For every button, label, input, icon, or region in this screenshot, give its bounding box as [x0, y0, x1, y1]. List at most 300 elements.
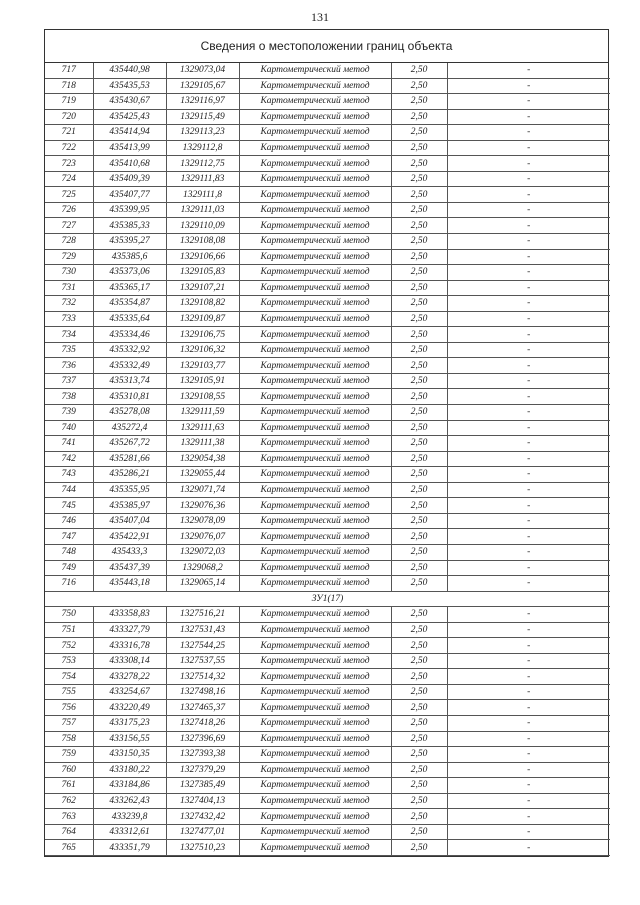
- x-coordinate-cell: 433278,22: [93, 669, 166, 685]
- accuracy-cell: 2,50: [391, 451, 447, 467]
- accuracy-cell: 2,50: [391, 156, 447, 172]
- table-row: [45, 296, 610, 312]
- table-row: [45, 747, 610, 763]
- method-cell: Картометрический метод: [239, 296, 391, 312]
- accuracy-cell: 2,50: [391, 700, 447, 716]
- y-coordinate-cell: 1327477,01: [166, 824, 239, 840]
- y-coordinate-cell: 1329071,74: [166, 482, 239, 498]
- point-number-cell: 745: [45, 498, 93, 514]
- table-row: [45, 762, 610, 778]
- x-coordinate-cell: 435373,06: [93, 265, 166, 281]
- description-cell: -: [447, 747, 610, 763]
- y-coordinate-cell: 1327379,29: [166, 762, 239, 778]
- x-coordinate-cell: 435413,99: [93, 140, 166, 156]
- description-cell: -: [447, 809, 610, 825]
- accuracy-cell: 2,50: [391, 762, 447, 778]
- method-cell: Картометрический метод: [239, 187, 391, 203]
- x-coordinate-cell: 433156,55: [93, 731, 166, 747]
- description-cell: -: [447, 171, 610, 187]
- y-coordinate-cell: 1329078,09: [166, 513, 239, 529]
- y-coordinate-cell: 1329111,83: [166, 171, 239, 187]
- x-coordinate-cell: 435435,53: [93, 78, 166, 94]
- accuracy-cell: 2,50: [391, 731, 447, 747]
- x-coordinate-cell: 435286,21: [93, 467, 166, 483]
- description-cell: -: [447, 156, 610, 172]
- y-coordinate-cell: 1329116,97: [166, 94, 239, 110]
- x-coordinate-cell: 435422,91: [93, 529, 166, 545]
- accuracy-cell: 2,50: [391, 63, 447, 78]
- y-coordinate-cell: 1327531,43: [166, 622, 239, 638]
- x-coordinate-cell: 435385,33: [93, 218, 166, 234]
- point-number-cell: 755: [45, 684, 93, 700]
- accuracy-cell: 2,50: [391, 389, 447, 405]
- method-cell: Картометрический метод: [239, 607, 391, 623]
- x-coordinate-cell: 435399,95: [93, 202, 166, 218]
- point-number-cell: 744: [45, 482, 93, 498]
- table-row: [45, 451, 610, 467]
- accuracy-cell: 2,50: [391, 544, 447, 560]
- description-cell: -: [447, 265, 610, 281]
- accuracy-cell: 2,50: [391, 529, 447, 545]
- x-coordinate-cell: 435272,4: [93, 420, 166, 436]
- accuracy-cell: 2,50: [391, 171, 447, 187]
- method-cell: Картометрический метод: [239, 840, 391, 856]
- method-cell: Картометрический метод: [239, 218, 391, 234]
- y-coordinate-cell: 1329108,82: [166, 296, 239, 312]
- x-coordinate-cell: 435414,94: [93, 125, 166, 141]
- accuracy-cell: 2,50: [391, 809, 447, 825]
- point-number-cell: 732: [45, 296, 93, 312]
- coordinates-document: [44, 29, 609, 857]
- accuracy-cell: 2,50: [391, 78, 447, 94]
- x-coordinate-cell: 435443,18: [93, 576, 166, 592]
- point-number-cell: 760: [45, 762, 93, 778]
- accuracy-cell: 2,50: [391, 778, 447, 794]
- description-cell: -: [447, 218, 610, 234]
- method-cell: Картометрический метод: [239, 482, 391, 498]
- point-number-cell: 730: [45, 265, 93, 281]
- accuracy-cell: 2,50: [391, 405, 447, 421]
- accuracy-cell: 2,50: [391, 265, 447, 281]
- point-number-cell: 723: [45, 156, 93, 172]
- description-cell: -: [447, 187, 610, 203]
- method-cell: Картометрический метод: [239, 451, 391, 467]
- x-coordinate-cell: 435354,87: [93, 296, 166, 312]
- x-coordinate-cell: 435395,27: [93, 234, 166, 250]
- accuracy-cell: 2,50: [391, 373, 447, 389]
- x-coordinate-cell: 433262,43: [93, 793, 166, 809]
- point-number-cell: 718: [45, 78, 93, 94]
- x-coordinate-cell: 435437,39: [93, 560, 166, 576]
- description-cell: -: [447, 405, 610, 421]
- x-coordinate-cell: 433308,14: [93, 653, 166, 669]
- table-row: [45, 778, 610, 794]
- description-cell: -: [447, 420, 610, 436]
- table-row: [45, 389, 610, 405]
- accuracy-cell: 2,50: [391, 358, 447, 374]
- x-coordinate-cell: 433180,22: [93, 762, 166, 778]
- method-cell: Картометрический метод: [239, 436, 391, 452]
- table-row: [45, 373, 610, 389]
- point-number-cell: 741: [45, 436, 93, 452]
- y-coordinate-cell: 1329106,32: [166, 342, 239, 358]
- x-coordinate-cell: 435410,68: [93, 156, 166, 172]
- table-row: [45, 405, 610, 421]
- page-number: 131: [311, 10, 329, 24]
- x-coordinate-cell: 435440,98: [93, 63, 166, 78]
- table-row: [45, 436, 610, 452]
- y-coordinate-cell: 1329107,21: [166, 280, 239, 296]
- method-cell: Картометрический метод: [239, 467, 391, 483]
- method-cell: Картометрический метод: [239, 560, 391, 576]
- y-coordinate-cell: 1329072,03: [166, 544, 239, 560]
- y-coordinate-cell: 1327516,21: [166, 607, 239, 623]
- point-number-cell: 733: [45, 311, 93, 327]
- accuracy-cell: 2,50: [391, 747, 447, 763]
- description-cell: -: [447, 125, 610, 141]
- description-cell: -: [447, 607, 610, 623]
- description-cell: -: [447, 482, 610, 498]
- method-cell: Картометрический метод: [239, 311, 391, 327]
- method-cell: Картометрический метод: [239, 684, 391, 700]
- table-row: [45, 234, 610, 250]
- accuracy-cell: 2,50: [391, 280, 447, 296]
- y-coordinate-cell: 1329111,03: [166, 202, 239, 218]
- point-number-cell: 752: [45, 638, 93, 654]
- x-coordinate-cell: 433184,86: [93, 778, 166, 794]
- table-row: [45, 420, 610, 436]
- accuracy-cell: 2,50: [391, 140, 447, 156]
- accuracy-cell: 2,50: [391, 249, 447, 265]
- x-coordinate-cell: 435278,08: [93, 405, 166, 421]
- description-cell: -: [447, 109, 610, 125]
- table-row: [45, 202, 610, 218]
- y-coordinate-cell: 1329111,63: [166, 420, 239, 436]
- point-number-cell: 749: [45, 560, 93, 576]
- description-cell: -: [447, 638, 610, 654]
- table-row: [45, 109, 610, 125]
- method-cell: Картометрический метод: [239, 140, 391, 156]
- point-number-cell: 737: [45, 373, 93, 389]
- y-coordinate-cell: 1327537,55: [166, 653, 239, 669]
- method-cell: Картометрический метод: [239, 63, 391, 78]
- method-cell: Картометрический метод: [239, 638, 391, 654]
- description-cell: -: [447, 731, 610, 747]
- method-cell: Картометрический метод: [239, 576, 391, 592]
- point-number-cell: 753: [45, 653, 93, 669]
- table-row: [45, 140, 610, 156]
- description-cell: -: [447, 249, 610, 265]
- accuracy-cell: 2,50: [391, 622, 447, 638]
- y-coordinate-cell: 1327404,13: [166, 793, 239, 809]
- method-cell: Картометрический метод: [239, 529, 391, 545]
- point-number-cell: 748: [45, 544, 93, 560]
- method-cell: Картометрический метод: [239, 809, 391, 825]
- point-number-cell: 735: [45, 342, 93, 358]
- method-cell: Картометрический метод: [239, 747, 391, 763]
- description-cell: -: [447, 498, 610, 514]
- accuracy-cell: 2,50: [391, 824, 447, 840]
- table-row: [45, 265, 610, 281]
- description-cell: -: [447, 358, 610, 374]
- description-cell: -: [447, 793, 610, 809]
- point-number-cell: 721: [45, 125, 93, 141]
- description-cell: -: [447, 715, 610, 731]
- table-row: [45, 529, 610, 545]
- table-row: [45, 638, 610, 654]
- accuracy-cell: 2,50: [391, 420, 447, 436]
- x-coordinate-cell: 435409,39: [93, 171, 166, 187]
- method-cell: Картометрический метод: [239, 731, 391, 747]
- y-coordinate-cell: 1329111,8: [166, 187, 239, 203]
- point-number-cell: 757: [45, 715, 93, 731]
- y-coordinate-cell: 1329068,2: [166, 560, 239, 576]
- method-cell: Картометрический метод: [239, 715, 391, 731]
- description-cell: -: [447, 840, 610, 856]
- table-row: [45, 669, 610, 685]
- point-number-cell: 743: [45, 467, 93, 483]
- method-cell: Картометрический метод: [239, 78, 391, 94]
- point-number-cell: 727: [45, 218, 93, 234]
- x-coordinate-cell: 435313,74: [93, 373, 166, 389]
- point-number-cell: 724: [45, 171, 93, 187]
- method-cell: Картометрический метод: [239, 280, 391, 296]
- x-coordinate-cell: 435332,92: [93, 342, 166, 358]
- x-coordinate-cell: 435430,67: [93, 94, 166, 110]
- x-coordinate-cell: 435281,66: [93, 451, 166, 467]
- point-number-cell: 742: [45, 451, 93, 467]
- method-cell: Картометрический метод: [239, 653, 391, 669]
- y-coordinate-cell: 1329055,44: [166, 467, 239, 483]
- point-number-cell: 719: [45, 94, 93, 110]
- point-number-cell: 746: [45, 513, 93, 529]
- x-coordinate-cell: 433175,23: [93, 715, 166, 731]
- table-row: [45, 94, 610, 110]
- description-cell: -: [447, 622, 610, 638]
- table-row: [45, 342, 610, 358]
- accuracy-cell: 2,50: [391, 793, 447, 809]
- point-number-cell: 731: [45, 280, 93, 296]
- table-header-title: Сведения о местоположении границ объекта: [45, 30, 608, 63]
- table-row: [45, 513, 610, 529]
- description-cell: -: [447, 653, 610, 669]
- x-coordinate-cell: 435365,17: [93, 280, 166, 296]
- x-coordinate-cell: 435310,81: [93, 389, 166, 405]
- table-row: [45, 653, 610, 669]
- y-coordinate-cell: 1329076,36: [166, 498, 239, 514]
- y-coordinate-cell: 1329112,75: [166, 156, 239, 172]
- y-coordinate-cell: 1329076,07: [166, 529, 239, 545]
- y-coordinate-cell: 1329054,38: [166, 451, 239, 467]
- accuracy-cell: 2,50: [391, 560, 447, 576]
- y-coordinate-cell: 1327385,49: [166, 778, 239, 794]
- description-cell: -: [447, 684, 610, 700]
- x-coordinate-cell: 433220,49: [93, 700, 166, 716]
- x-coordinate-cell: 433150,35: [93, 747, 166, 763]
- table-row: [45, 311, 610, 327]
- table-row: [45, 156, 610, 172]
- method-cell: Картометрический метод: [239, 513, 391, 529]
- x-coordinate-cell: 435407,04: [93, 513, 166, 529]
- x-coordinate-cell: 435334,46: [93, 327, 166, 343]
- method-cell: Картометрический метод: [239, 544, 391, 560]
- table-row: [45, 544, 610, 560]
- method-cell: Картометрический метод: [239, 156, 391, 172]
- accuracy-cell: 2,50: [391, 234, 447, 250]
- table-row: [45, 840, 610, 856]
- description-cell: -: [447, 700, 610, 716]
- description-cell: -: [447, 327, 610, 343]
- method-cell: Картометрический метод: [239, 249, 391, 265]
- y-coordinate-cell: 1329111,59: [166, 405, 239, 421]
- accuracy-cell: 2,50: [391, 482, 447, 498]
- description-cell: -: [447, 824, 610, 840]
- section-title-cell: ЗУ1(17): [45, 591, 610, 607]
- point-number-cell: 764: [45, 824, 93, 840]
- y-coordinate-cell: 1329103,77: [166, 358, 239, 374]
- method-cell: Картометрический метод: [239, 700, 391, 716]
- table-row: [45, 824, 610, 840]
- y-coordinate-cell: 1329106,66: [166, 249, 239, 265]
- x-coordinate-cell: 435335,64: [93, 311, 166, 327]
- y-coordinate-cell: 1327498,16: [166, 684, 239, 700]
- y-coordinate-cell: 1327510,23: [166, 840, 239, 856]
- section-header-row: [45, 591, 610, 607]
- table-row: [45, 498, 610, 514]
- accuracy-cell: 2,50: [391, 684, 447, 700]
- description-cell: -: [447, 513, 610, 529]
- table-row: [45, 576, 610, 592]
- point-number-cell: 716: [45, 576, 93, 592]
- method-cell: Картометрический метод: [239, 389, 391, 405]
- y-coordinate-cell: 1327544,25: [166, 638, 239, 654]
- y-coordinate-cell: 1329105,91: [166, 373, 239, 389]
- table-row: [45, 218, 610, 234]
- table-row: [45, 684, 610, 700]
- description-cell: -: [447, 560, 610, 576]
- table-row: [45, 700, 610, 716]
- description-cell: -: [447, 373, 610, 389]
- method-cell: Картометрический метод: [239, 202, 391, 218]
- y-coordinate-cell: 1329105,83: [166, 265, 239, 281]
- point-number-cell: 739: [45, 405, 93, 421]
- y-coordinate-cell: 1327396,69: [166, 731, 239, 747]
- method-cell: Картометрический метод: [239, 342, 391, 358]
- accuracy-cell: 2,50: [391, 187, 447, 203]
- description-cell: -: [447, 234, 610, 250]
- method-cell: Картометрический метод: [239, 125, 391, 141]
- method-cell: Картометрический метод: [239, 373, 391, 389]
- point-number-cell: 763: [45, 809, 93, 825]
- description-cell: -: [447, 529, 610, 545]
- description-cell: -: [447, 451, 610, 467]
- y-coordinate-cell: 1329110,09: [166, 218, 239, 234]
- accuracy-cell: 2,50: [391, 498, 447, 514]
- method-cell: Картометрический метод: [239, 420, 391, 436]
- point-number-cell: 756: [45, 700, 93, 716]
- method-cell: Картометрический метод: [239, 358, 391, 374]
- y-coordinate-cell: 1329108,08: [166, 234, 239, 250]
- table-row: [45, 187, 610, 203]
- accuracy-cell: 2,50: [391, 513, 447, 529]
- description-cell: -: [447, 342, 610, 358]
- y-coordinate-cell: 1327393,38: [166, 747, 239, 763]
- description-cell: -: [447, 467, 610, 483]
- table-row: [45, 249, 610, 265]
- table-row: [45, 125, 610, 141]
- x-coordinate-cell: 433254,67: [93, 684, 166, 700]
- method-cell: Картометрический метод: [239, 778, 391, 794]
- table-row: [45, 280, 610, 296]
- table-row: [45, 327, 610, 343]
- description-cell: -: [447, 140, 610, 156]
- table-row: [45, 793, 610, 809]
- y-coordinate-cell: 1329065,14: [166, 576, 239, 592]
- accuracy-cell: 2,50: [391, 840, 447, 856]
- accuracy-cell: 2,50: [391, 125, 447, 141]
- accuracy-cell: 2,50: [391, 202, 447, 218]
- table-row: [45, 63, 610, 78]
- point-number-cell: 728: [45, 234, 93, 250]
- y-coordinate-cell: 1327418,26: [166, 715, 239, 731]
- coordinates-table: [45, 63, 610, 856]
- x-coordinate-cell: 433358,83: [93, 607, 166, 623]
- y-coordinate-cell: 1329073,04: [166, 63, 239, 78]
- x-coordinate-cell: 435355,95: [93, 482, 166, 498]
- description-cell: -: [447, 94, 610, 110]
- x-coordinate-cell: 435433,3: [93, 544, 166, 560]
- point-number-cell: 762: [45, 793, 93, 809]
- x-coordinate-cell: 433351,79: [93, 840, 166, 856]
- point-number-cell: 729: [45, 249, 93, 265]
- y-coordinate-cell: 1327514,32: [166, 669, 239, 685]
- method-cell: Картометрический метод: [239, 171, 391, 187]
- y-coordinate-cell: 1329115,49: [166, 109, 239, 125]
- point-number-cell: 758: [45, 731, 93, 747]
- x-coordinate-cell: 435332,49: [93, 358, 166, 374]
- y-coordinate-cell: 1329112,8: [166, 140, 239, 156]
- table-row: [45, 78, 610, 94]
- point-number-cell: 750: [45, 607, 93, 623]
- method-cell: Картометрический метод: [239, 405, 391, 421]
- y-coordinate-cell: 1329111,38: [166, 436, 239, 452]
- y-coordinate-cell: 1327432,42: [166, 809, 239, 825]
- method-cell: Картометрический метод: [239, 824, 391, 840]
- accuracy-cell: 2,50: [391, 669, 447, 685]
- point-number-cell: 754: [45, 669, 93, 685]
- method-cell: Картометрический метод: [239, 498, 391, 514]
- table-row: [45, 482, 610, 498]
- accuracy-cell: 2,50: [391, 607, 447, 623]
- method-cell: Картометрический метод: [239, 109, 391, 125]
- method-cell: Картометрический метод: [239, 793, 391, 809]
- method-cell: Картометрический метод: [239, 234, 391, 250]
- description-cell: -: [447, 202, 610, 218]
- y-coordinate-cell: 1329113,23: [166, 125, 239, 141]
- table-row: [45, 731, 610, 747]
- method-cell: Картометрический метод: [239, 622, 391, 638]
- table-row: [45, 607, 610, 623]
- method-cell: Картометрический метод: [239, 327, 391, 343]
- description-cell: -: [447, 280, 610, 296]
- point-number-cell: 747: [45, 529, 93, 545]
- x-coordinate-cell: 433316,78: [93, 638, 166, 654]
- table-row: [45, 622, 610, 638]
- point-number-cell: 761: [45, 778, 93, 794]
- accuracy-cell: 2,50: [391, 576, 447, 592]
- description-cell: -: [447, 436, 610, 452]
- description-cell: -: [447, 576, 610, 592]
